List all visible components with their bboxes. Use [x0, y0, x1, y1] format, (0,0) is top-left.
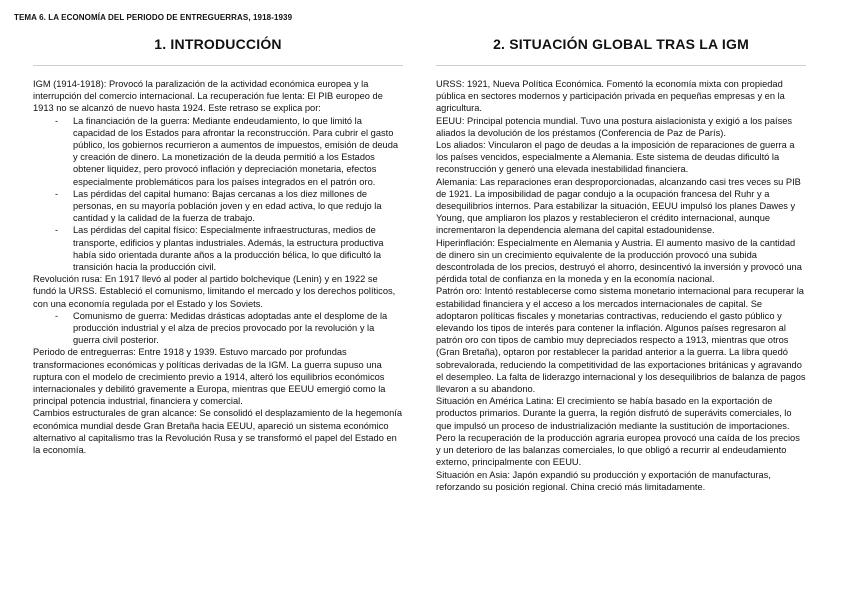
paragraph: Los aliados: Vincularon el pago de deudas a la imposición de reparaciones de guerra a los países vencidos, especialmente a Alemania. Este sistema de deudas dificultó la reconstrucción y generó una elevada inestabilidad financiera. [436, 140, 795, 175]
paragraph: EEUU: Principal potencia mundial. Tuvo una postura aislacionista y exigió a los países aliados la devolución de los préstamos (Conferencia de Paz de París). [436, 115, 793, 138]
list-item: - La financiación de la guerra: Mediante endeudamiento, lo que limitó la capacidad de los Estados para afrontar la reconstrucción. Para cubrir el gasto público, los gobiernos recurrieron a aumentos de impuestos, emisión de deuda y creación de dinero. La monetización de la deuda permitió a los Estados obtener liquidez, pero provocó inflación y depreciación monetaria, efectos especialmente problemáticos para los países integrados en el patrón oro. [33, 115, 403, 188]
paragraph: Hiperinflación: Especialmente en Alemania y Austria. El aumento masivo de la cantidad de dinero sin un crecimiento equivalente de la producción provocó una subida descontrolada de los precios, destruyó el ahorro, desincentivó la inversión y provocó una pérdida total de confianza en la moneda y en la economía nacional. [436, 237, 802, 285]
paragraph: Alemania: Las reparaciones eran desproporcionadas, alcanzando casi tres veces su PIB de 1921. La imposibilidad de pagar condujo a la ocupación francesa del Ruhr y a desequilibrios internos. Para estabilizar la situación, EEUU impulsó los planes Dawes y Young, que ampliaron los plazos y restablecieron el crédito internacional, aunque incrementaron la dependencia alemana del capital estadounidense. [436, 176, 801, 236]
section-body [436, 78, 806, 493]
list-item: - Las pérdidas del capital físico: Especialmente infraestructuras, medios de transporte, edificios y plantas industriales. Además, la estructura productiva había sido orientada durante años a la producción bélica, lo que dificultó la transición hacia la producción civil. [33, 224, 403, 273]
section-introduccion [33, 36, 403, 456]
section-situacion-global [436, 36, 806, 493]
paragraph: Periodo de entreguerras: Entre 1918 y 1939. Estuvo marcado por profundas transformaciones económicas y políticas derivadas de la IGM. La guerra supuso una ruptura con el modelo de crecimiento previo a 1914, alteró los equilibrios económicos internacionales y debilitó gravemente a Europa, mientras que EEUU emergió como la principal potencia industrial, financiera y comercial. [33, 347, 386, 407]
section-body [33, 78, 403, 456]
heading-divider [33, 65, 403, 66]
list-item: - Comunismo de guerra: Medidas drásticas adoptadas ante el desplome de la producción industrial y el alza de precios provocado por la revolución y la guerra civil posterior. [33, 310, 403, 347]
paragraph: Revolución rusa: En 1917 llevó al poder al partido bolchevique (Lenin) y en 1922 se fundó la URSS. Estableció el comunismo, limitando el mercado y los derechos políticos, con una economía regulada por el Estado y los Soviets. [33, 274, 396, 309]
paragraph: Situación en Asia: Japón expandió su producción y exportación de manufacturas, reforzando su posición regional. China creció más limitadamente. [436, 469, 771, 492]
bullet-list [33, 115, 403, 274]
paragraph: Situación en América Latina: El crecimiento se había basado en la exportación de productos primarios. Durante la guerra, la región disfrutó de superávits comerciales, lo que impulsó un proceso de industrialización mediante la sustitución de importaciones. Pero la recuperación de la producción agraria europea provocó una caída de los precios y un deterioro de las balanzas comerciales, lo que obligó a recurrir al endeudamiento externo, principalmente con EEUU. [436, 396, 800, 468]
list-item: - Las pérdidas del capital humano: Bajas cercanas a los diez millones de personas, en su mayoría población joven y en edad activa, lo que redujo la cantidad y la calidad de la fuerza de trabajo. [33, 188, 403, 225]
paragraph: Cambios estructurales de gran alcance: Se consolidó el desplazamiento de la hegemonía económica mundial desde Gran Bretaña hacia EEUU, apareció un sistema económico alternativo al capitalismo tras la Revolución Rusa y se transformó el papel del Estado en la economía. [33, 408, 402, 456]
document-title: TEMA 6. LA ECONOMÍA DEL PERIODO DE ENTREGUERRAS, 1918-1939 [14, 13, 293, 22]
section-heading: 2. SITUACIÓN GLOBAL TRAS LA IGM [493, 36, 749, 52]
paragraph: IGM (1914-1918): Provocó la paralización de la actividad económica europea y la interrupción del comercio internacional. La recuperación fue lenta: El PIB europeo de 1913 no se alcanzó de nuevo hasta 1924. Este retraso se explica por: [33, 79, 383, 114]
bullet-list [33, 310, 403, 347]
section-heading: 1. INTRODUCCIÓN [154, 36, 282, 52]
paragraph: URSS: 1921, Nueva Política Económica. Fomentó la economía mixta con propiedad pública en sectores modernos y participación privada en pequeñas empresas y en la agricultura. [436, 79, 785, 114]
heading-divider [436, 65, 806, 66]
paragraph: Patrón oro: Intentó restablecerse como sistema monetario internacional para recuperar la estabilidad financiera y el acceso a los mercados internacionales de capital. Se adoptaron políticas fiscales y monetarias contractivas, reduciendo el gasto público y elevando los tipos de interés para contener la inflación. Algunos países regresaron al patrón oro con tipos de cambio muy depreciados respecto a 1913, mientras que otros (Gran Bretaña), optaron por restablecer la paridad anterior a la guerra. La libra quedó sobrevalorada, reduciendo la competitividad de las exportaciones británicas y agravando el desempleo. La falta de liderazgo internacional y los desequilibrios de balanza de pagos llevaron a su abandono. [436, 286, 806, 395]
